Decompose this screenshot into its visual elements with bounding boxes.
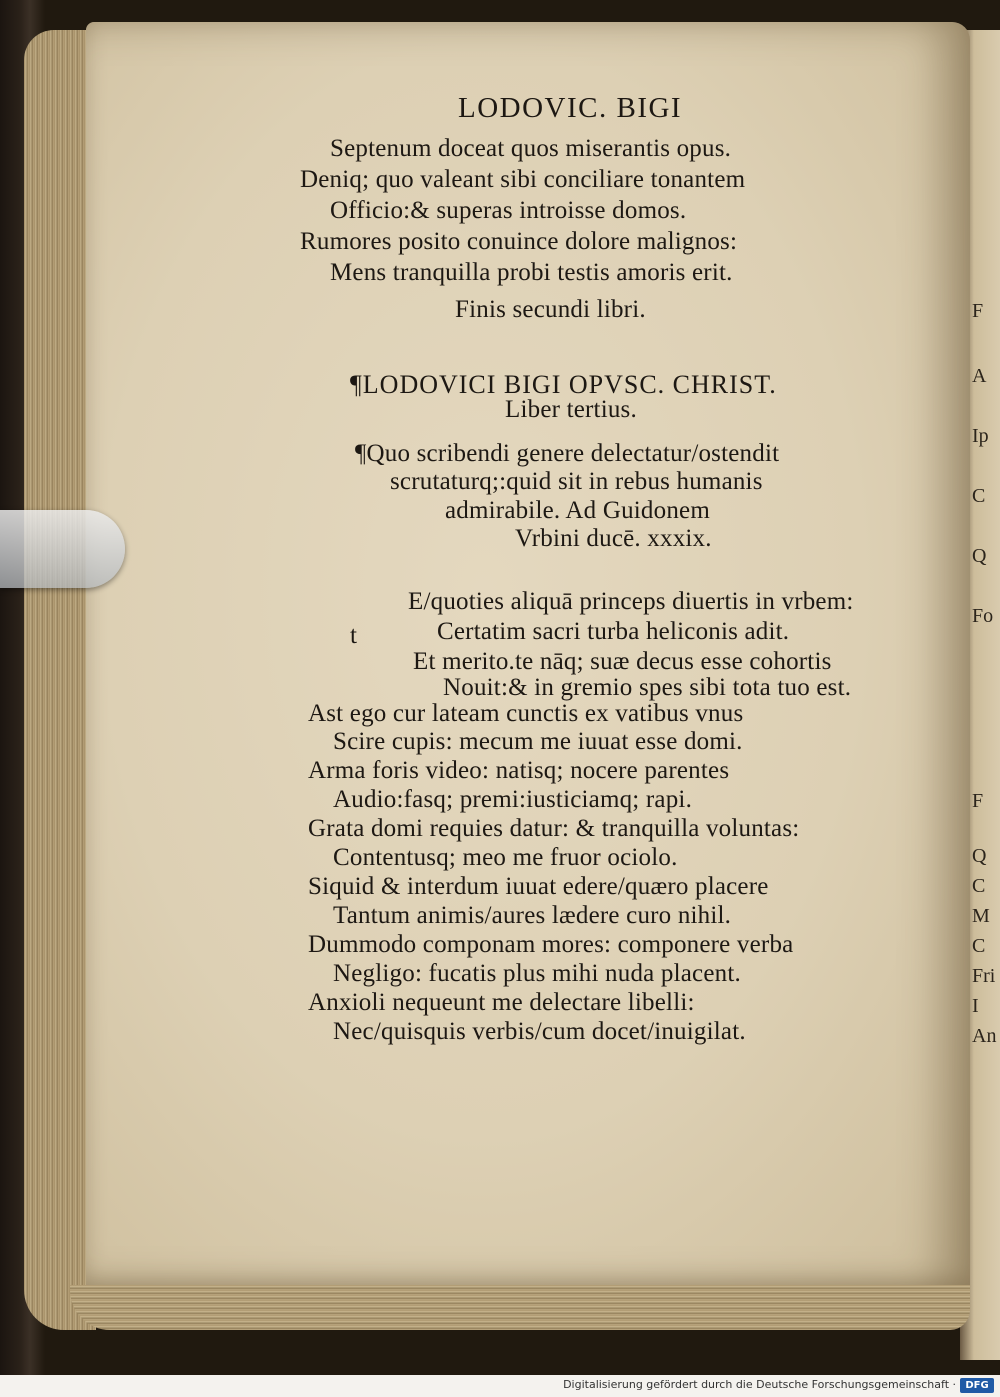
facing-letter: M [972,905,990,927]
book-subheading: Liber tertius. [505,396,637,423]
book-heading: ¶LODOVICI BIGI OPVSC. CHRIST. [350,370,777,399]
poem-line: Siquid & interdum iuuat edere/quæro placere [308,873,769,900]
poem-line: Grata domi requies datur: & tranquilla voluntas: [308,815,800,842]
poem-line: Negligo: fucatis plus mihi nuda placent. [333,960,741,987]
poem-line: Audio:fasq; premi:iusticiamq; rapi. [333,786,693,813]
dfg-logo: DFG [960,1378,994,1393]
verse-line: Rumores posito conuince dolore malignos: [300,228,738,255]
facing-letter: Q [972,845,987,867]
poem-line: Tantum animis/aures lædere curo nihil. [333,902,732,929]
poem-line: Nouit:& in gremio spes sibi tota tuo est. [443,674,852,701]
facing-letter: C [972,875,986,897]
footer-bar [0,1375,1000,1397]
facing-letter: An [972,1025,997,1047]
facing-letter: C [972,485,986,507]
argument-line: scrutaturq;:quid sit in rebus humanis [390,468,763,495]
finis-line: Finis secundi libri. [455,296,646,323]
poem-line: Arma foris video: natisq; nocere parentes [308,757,730,784]
poem-line: Scire cupis: mecum me iuuat esse domi. [333,728,743,755]
poem-line: Nec/quisquis verbis/cum docet/inuigilat. [333,1018,746,1045]
verse-line: Septenum doceat quos miserantis opus. [330,135,732,162]
poem-line: Anxioli nequeunt me delectare libelli: [308,989,695,1016]
funding-notice: Digitalisierung gefördert durch die Deutsche Forschungsgemeinschaft · [563,1378,956,1391]
poem-line: Dummodo componam mores: componere verba [308,931,794,958]
facing-letter: A [972,365,987,387]
facing-letter: Q [972,545,987,567]
argument-line: Vrbini ducē. xxxix. [515,525,712,552]
facing-letter: I [972,995,979,1017]
facing-letter: F [972,300,984,322]
facing-letter: Ip [972,425,989,447]
argument-line: admirabile. Ad Guidonem [445,497,710,524]
initial-guide-letter: t [350,622,358,649]
poem-line: Certatim sacri turba heliconis adit. [437,618,790,645]
argument-line: ¶Quo scribendi genere delectatur/ostendit [355,440,780,467]
verse-line: Mens tranquilla probi testis amoris erit. [330,259,733,286]
facing-letter: Fo [972,605,994,627]
poem-line: Ast ego cur lateam cunctis ex vatibus vnus [308,700,744,727]
verse-line: Officio:& superas introisse domos. [330,197,687,224]
running-head: LODOVIC. BIGI [458,92,683,124]
facing-letter: Fri [972,965,996,987]
poem-line: E/quoties aliquā princeps diuertis in vrbem: [408,588,854,615]
poem-line: Et merito.te nāq; suæ decus esse cohortis [413,648,832,675]
facing-letter: C [972,935,986,957]
facing-letter: F [972,790,984,812]
poem-line: Contentusq; meo me fruor ociolo. [333,844,678,871]
verse-line: Deniq; quo valeant sibi conciliare tonantem [300,166,746,193]
